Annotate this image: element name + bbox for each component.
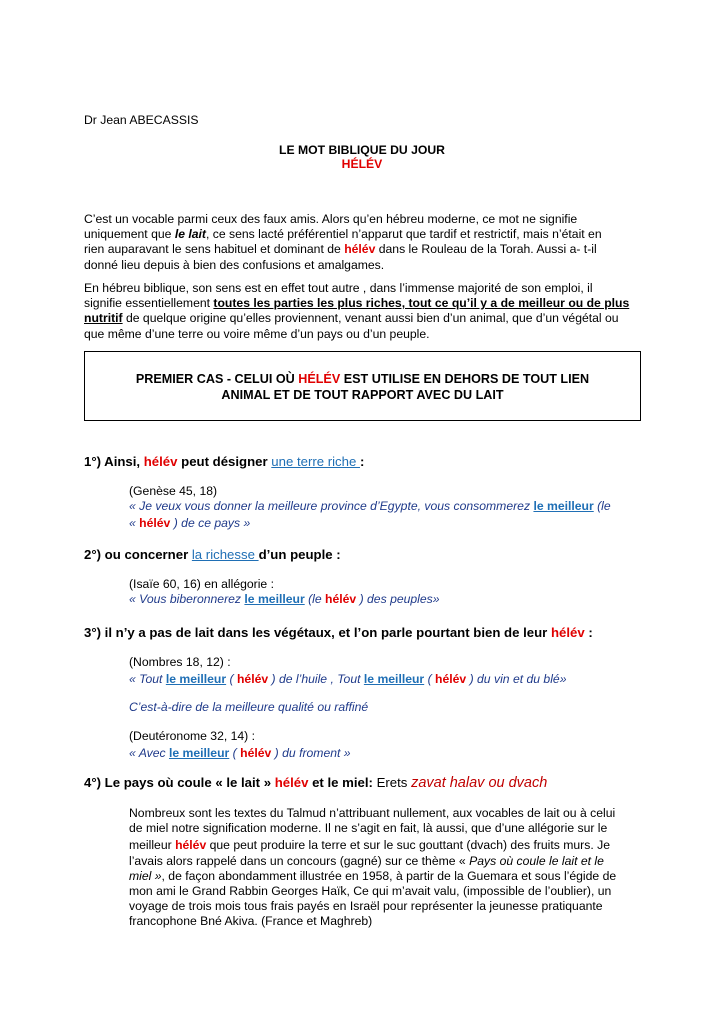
- body-line: de miel notre signification moderne. Il ne s’agit en fait, là aussi, que d’une allégorie sur le: [129, 821, 608, 836]
- body-line: meilleur hélév que peut produire la terre et sur le suc gouttant (dvach) des fruits murs. Je: [129, 838, 610, 853]
- link-une-terre-riche[interactable]: une terre riche: [271, 454, 360, 469]
- body-line: Nombreux sont les textes du Talmud n’attribuant nullement, aux vocables de lait ou à celui: [129, 806, 616, 820]
- section1-body: [129, 484, 611, 532]
- author: Dr Jean ABECASSIS: [84, 113, 199, 127]
- para1-line: uniquement que le lait, ce sens lacté préférentiel n’apparut que tardif et restrictif, mais n’était en: [84, 227, 602, 242]
- para2-line: signifie essentiellement toutes les parties les plus riches, tout ce qu’il y a de meilleur ou de plus: [84, 296, 630, 311]
- body-line: voyage de trois mois tous frais payés en Israël pour représenter la jeunesse pratiquante: [129, 899, 603, 914]
- reference: (Deutéronome 32, 14) :: [129, 728, 256, 743]
- link-la-richesse[interactable]: la richesse: [191, 547, 259, 562]
- body-line: miel », de façon abondamment illustrée en 1958, à partir de la Guemara et sous l’égide de: [129, 868, 617, 883]
- section4-heading: 4°) Le pays où coule « le lait » hélév et le miel: Erets zavat halav ou dvach: [84, 775, 548, 791]
- first-case-box: [84, 351, 641, 421]
- body-line: francophone Bné Akiva. (France et Maghreb): [129, 914, 373, 929]
- para1-line: donné lieu depuis à bien des confusions et amalgames.: [84, 257, 385, 272]
- reference: (Nombres 18, 12) :: [129, 655, 231, 669]
- body-line: mon ami le Grand Rabbin Georges Haïk, Ce qui m’avait valu, (impossible de l’oublier), un: [129, 884, 612, 899]
- para1-line: rien auparavant le sens habituel et dominant de hélév dans le Rouleau de la Torah. Aussi a- t-il: [84, 242, 597, 257]
- section3-heading: 3°) il n’y a pas de lait dans les végétaux, et l’on parle pourtant bien de leur hélév :: [84, 625, 593, 640]
- quote-line: « Avec le meilleur ( hélév ) du froment »: [129, 745, 351, 760]
- section2-heading: 2°) ou concerner la richesse d’un peuple :: [84, 547, 341, 562]
- box-line-1: PREMIER CAS - CELUI OÙ HÉLÉV EST UTILISE EN DEHORS DE TOUT LIEN: [135, 372, 590, 386]
- para2-line: nutritif de quelque origine qu’elles proviennent, venant aussi bien d’un animal, que d’un végétal ou: [84, 311, 619, 326]
- para2-line: En hébreu biblique, son sens est en effet tout autre , dans l’immense majorité de son emploi, il: [84, 281, 593, 295]
- doc-title: LE MOT BIBLIQUE DU JOUR: [279, 143, 445, 157]
- quote-line: « Vous biberonnerez le meilleur (le hélév ) des peuples»: [129, 592, 440, 607]
- helev-word: hélév: [344, 242, 376, 257]
- box-line-2: ANIMAL ET DE TOUT RAPPORT AVEC DU LAIT: [221, 388, 504, 402]
- body-line: l’avais alors rappelé dans un concours (gagné) sur ce thème « Pays où coule le lait et le: [129, 853, 604, 868]
- section3-body: [129, 655, 566, 761]
- reference: (Genèse 45, 18): [129, 484, 218, 498]
- section2-body: [129, 577, 440, 607]
- quote-line: « Je veux vous donner la meilleure province d’Egypte, vous consommerez le meilleur (le: [129, 499, 611, 514]
- quote-line: « hélév ) de ce pays »: [129, 516, 251, 531]
- quote-line: « Tout le meilleur ( hélév ) de l’huile , Tout le meilleur ( hélév ) du vin et du blé»: [129, 672, 567, 687]
- section4-body: [129, 806, 616, 930]
- doc-subtitle: HÉLÉV: [341, 157, 383, 171]
- section1-heading: 1°) Ainsi, hélév peut désigner une terre riche :: [84, 454, 365, 469]
- para1-line: C’est un vocable parmi ceux des faux amis. Alors qu’en hébreu moderne, ce mot ne signifie: [84, 212, 578, 226]
- note-line: C’est-à-dire de la meilleure qualité ou raffiné: [129, 700, 369, 715]
- para2-line: que même d’une terre ou voire même d’un pays ou d’un peuple.: [84, 326, 430, 341]
- para2: [84, 281, 629, 342]
- para1: [84, 212, 602, 273]
- reference: (Isaïe 60, 16) en allégorie :: [129, 577, 274, 591]
